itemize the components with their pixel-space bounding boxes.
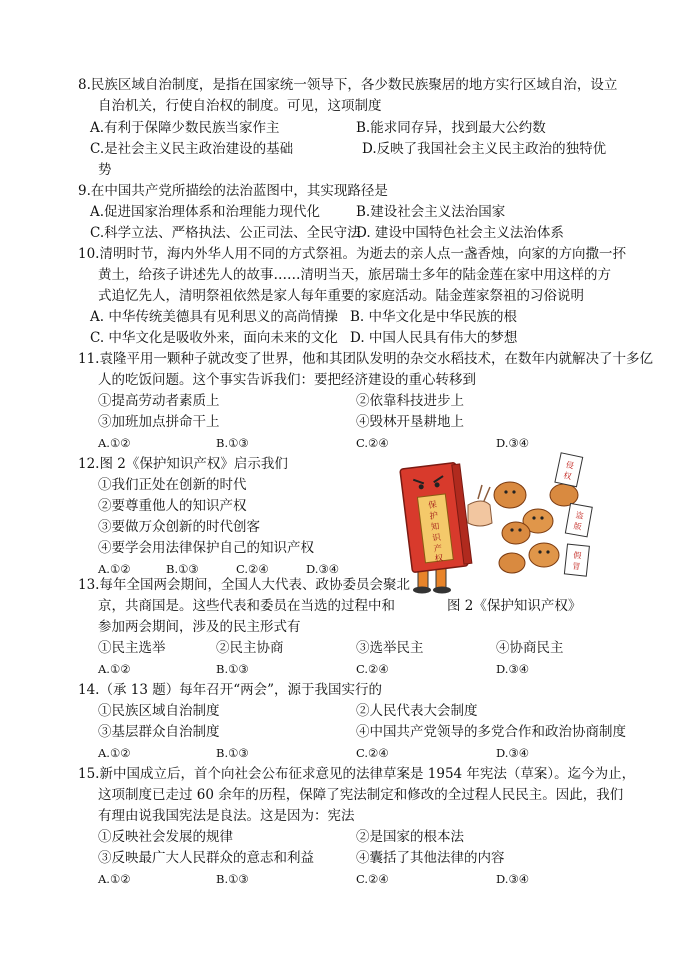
q11-stem-line2: 人的吃饭问题。这个事实告诉我们：要把经济建设的重心转移到 (98, 372, 476, 388)
q15-stem-line1: 15.新中国成立后，首个向社会公布征求意见的法律草案是 1954 年宪法（草案）。迄今为止， (78, 766, 636, 782)
q9-option-c: C.科学立法、严格执法、公正司法、全民守法 (90, 225, 361, 241)
sign-char-2: 护 (429, 511, 439, 522)
q8-option-d-cont: 势 (98, 162, 112, 178)
q15-stem-line3: 有理由说我国宪法是良法。这是因为：宪法 (98, 808, 355, 824)
q13-item-1: ①民主选举 (98, 640, 166, 656)
q11-option-b: B.①③ (216, 436, 249, 450)
q11-item-4: ④毁林开垦耕地上 (356, 414, 464, 430)
q8-option-a: A.有利于保障少数民族当家作主 (90, 120, 280, 136)
sign-char-3: 知 (430, 521, 441, 533)
q11-stem-line1: 11.袁隆平用一颗种子就改变了世界，他和其团队发明的杂交水稻技术，在数年内就解决了十多亿 (78, 351, 653, 367)
figure-2-caption: 图 2《保护知识产权》 (447, 598, 582, 614)
q12-option-b: B.①③ (166, 562, 199, 576)
q9-option-b: B.建设社会主义法治国家 (356, 204, 506, 220)
q13-stem-line3: 参加两会期间，涉及的民主形式有 (98, 619, 301, 635)
q13-stem-line1: 13.每年全国两会期间，全国人大代表、政协委员会聚北 (78, 577, 410, 593)
q12-stem: 12.图 2《保护知识产权》启示我们 (78, 456, 288, 472)
q8-option-c: C.是社会主义民主政治建设的基础 (90, 141, 294, 157)
q15-item-2: ②是国家的根本法 (356, 829, 464, 845)
q13-option-c: C.②④ (356, 662, 389, 676)
q10-option-d: D. 中国人民具有伟大的梦想 (350, 330, 518, 346)
q13-option-a: A.①② (98, 662, 131, 676)
q12-item-4: ④要学会用法律保护自己的知识产权 (98, 540, 314, 556)
q15-option-b: B.①③ (216, 872, 249, 886)
q12-option-d: D.③④ (306, 562, 340, 576)
q8-stem-line1: 8.民族区域自治制度，是指在国家统一领导下，各少数民族聚居的地方实行区域自治，设立 (78, 77, 618, 93)
tag-qinquan-char2: 权 (562, 470, 573, 482)
q8-stem-line2: 自治机关，行使自治权的制度。可见，这项制度 (98, 98, 382, 114)
q13-item-2: ②民主协商 (216, 640, 284, 656)
q9-option-a: A.促进国家治理体系和治理能力现代化 (90, 204, 321, 220)
sign-char-6: 权 (434, 553, 444, 565)
q11-option-d: D.③④ (496, 436, 530, 450)
q14-stem: 14.（承 13 题）每年召开“两会”，源于我国实行的 (78, 682, 383, 698)
q10-option-c: C. 中华文化是吸收外来，面向未来的文化 (90, 330, 338, 346)
tag-jiamao-char1: 假 (572, 550, 582, 561)
sign-char-5: 产 (433, 543, 443, 555)
q10-option-b: B. 中华文化是中华民族的根 (350, 309, 518, 325)
q12-option-a: A.①② (98, 562, 131, 576)
q15-item-4: ④囊括了其他法律的内容 (356, 850, 505, 866)
q14-option-d: D.③④ (496, 746, 530, 760)
q12-option-c: C.②④ (236, 562, 269, 576)
q10-stem-line3: 式追忆先人，清明祭祖依然是家人每年重要的家庭活动。陆金莲家祭祖的习俗说明 (98, 288, 584, 304)
q14-option-b: B.①③ (216, 746, 249, 760)
q13-option-b: B.①③ (216, 662, 249, 676)
tag-daoban-char1: 盗 (574, 510, 585, 521)
q14-item-1: ①民族区域自治制度 (98, 703, 220, 719)
sign-char-4: 识 (431, 532, 442, 544)
sign-char-1: 保 (427, 500, 438, 512)
tag-jiamao-char2: 冒 (571, 561, 581, 572)
ip-protection-illustration (398, 447, 598, 595)
q11-item-3: ③加班加点拼命干上 (98, 414, 220, 430)
q13-item-4: ④协商民主 (496, 640, 564, 656)
q11-option-a: A.①② (98, 436, 131, 450)
q15-item-1: ①反映社会发展的规律 (98, 829, 233, 845)
q8-option-d: D.反映了我国社会主义民主政治的独特优 (362, 141, 607, 157)
q12-item-2: ②要尊重他人的知识产权 (98, 498, 247, 514)
q12-item-3: ③要做万众创新的时代创客 (98, 519, 260, 535)
q10-stem-line1: 10.清明时节，海内外华人用不同的方式祭祖。为逝去的亲人点一盏香烛，向家的方向撒一抔 (78, 246, 626, 262)
q15-option-c: C.②④ (356, 872, 389, 886)
q8-option-b: B.能求同存异，找到最大公约数 (356, 120, 546, 136)
q13-option-d: D.③④ (496, 662, 530, 676)
q12-item-1: ①我们正处在创新的时代 (98, 477, 247, 493)
q14-item-3: ③基层群众自治制度 (98, 724, 220, 740)
q14-option-c: C.②④ (356, 746, 389, 760)
q11-item-2: ②依靠科技进步上 (356, 393, 464, 409)
q9-option-d: D. 建设中国特色社会主义法治体系 (356, 225, 564, 241)
q11-item-1: ①提高劳动者素质上 (98, 393, 220, 409)
q15-option-d: D.③④ (496, 872, 530, 886)
q14-option-a: A.①② (98, 746, 131, 760)
q9-stem: 9.在中国共产党所描绘的法治蓝图中，其实现路径是 (78, 183, 388, 199)
q15-option-a: A.①② (98, 872, 131, 886)
q13-item-3: ③选举民主 (356, 640, 424, 656)
tag-qinquan-char1: 侵 (564, 460, 575, 471)
q13-stem-line2: 京，共商国是。这些代表和委员在当选的过程中和 (98, 598, 395, 614)
q14-item-4: ④中国共产党领导的多党合作和政治协商制度 (356, 724, 626, 740)
q15-stem-line2: 这项制度已走过 60 余年的历程，保障了宪法制定和修改的全过程人民民主。因此，我们 (98, 787, 624, 803)
q14-item-2: ②人民代表大会制度 (356, 703, 478, 719)
q10-stem-line2: 黄土，给孩子讲述先人的故事……清明当天，旅居瑞士多年的陆金莲在家中用这样的方 (98, 267, 611, 283)
q11-option-c: C.②④ (356, 436, 389, 450)
tag-daoban-char2: 版 (572, 521, 583, 532)
q15-item-3: ③反映最广大人民群众的意志和利益 (98, 850, 314, 866)
q10-option-a: A. 中华传统美德具有见利思义的高尚情操 (90, 309, 338, 325)
